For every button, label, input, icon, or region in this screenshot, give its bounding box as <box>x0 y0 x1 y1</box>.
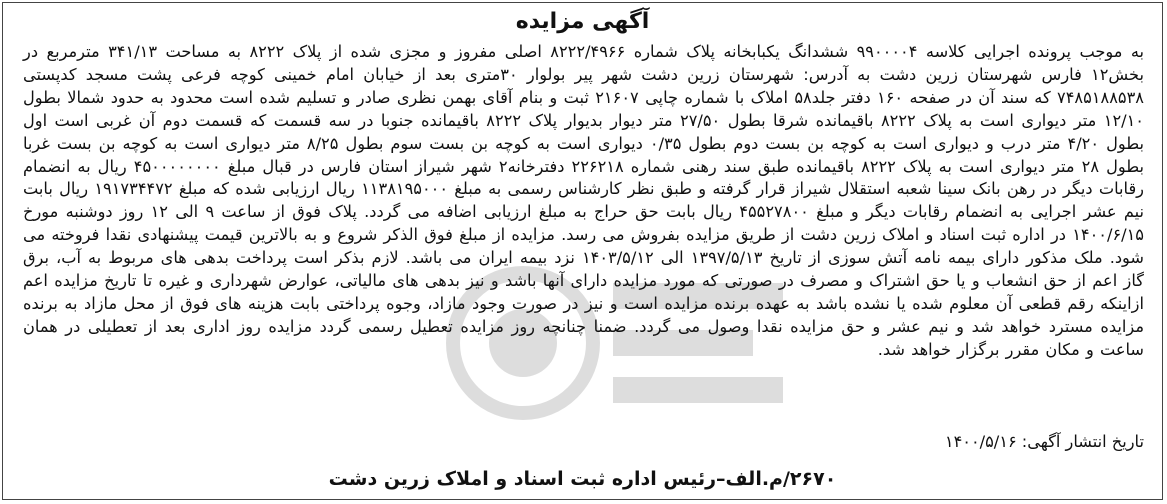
signature-line: ۲۶۷۰/م.الف–رئیس اداره ثبت اسناد و املاک زرین دشت <box>328 468 837 490</box>
notice-frame <box>2 2 1163 500</box>
notice-title: آگهی مزایده <box>515 9 650 34</box>
publication-date: تاریخ انتشار آگهی: ۱۴۰۰/۵/۱۶ <box>944 432 1144 451</box>
notice-body: به موجب پرونده اجرایی کلاسه ۹۹۰۰۰۰۴ ششدانگ یکبابخانه پلاک شماره ۸۲۲۲/۴۹۶۶ اصلی مفروز و مجزی شده از پلاک ۸۲۲۲ به مساحت ۳۴۱/۱۳ مترمربع در بخش۱۲ فارس شهرستان زرین دشت به آدرس: شهرستان زرین دشت شهر پیر بولوار ۳۰متری بعد از خیابان امام خمینی کوچه فرعی پشت مسجد کدپستی ۷۴۸۵۱۸۸۵۳۸ که سند آن در صفحه ۱۶۰ دفتر جلد۵۸ املاک با شماره چاپی ۲۱۶۰۷ ثبت و بنام آقای بهمن نظری صادر و تسلیم شده است محدود به حدود شمالا بطول ۱۲/۱۰ متر دیواری است به پلاک ۸۲۲۲ باقیمانده شرقا بطول ۲۷/۵۰ متر دیوار بدیوار پلاک ۸۲۲۲ باقیمانده جنوبا در سه قسمت که قسمت دوم آن غربی است اول بطول ۴/۲۰ متر درب و دیواری است به کوچه بن بست دوم بطول ۰/۳۵ دیواری است به کوچه بن بست سوم بطول ۸/۲۵ متر دیواری است به کوچه بن بست غربا بطول ۲۸ متر دیواری است به پلاک ۸۲۲۲ باقیمانده طبق سند رهنی شماره ۲۲۶۲۱۸ دفترخانه۲ شهر شیراز استان فارس در قبال مبلغ ۴۵۰۰۰۰۰۰۰۰ ریال به انضمام رقابات دیگر در رهن بانک سینا شعبه استقلال شیراز قرار گرفته و طبق نظر کارشناس رسمی به مبلغ ۱۱۳۸۱۹۵۰۰۰ ریال ارزیابی شده که مبلغ ۱۹۱۷۳۴۴۷۲ ریال بابت نیم عشر اجرایی به انضمام رقابات دیگر و مبلغ ۴۵۵۲۷۸۰۰ ریال بابت حق حراج به مبلغ ارزیابی اضافه می گردد. پلاک فوق از ساعت ۹ الی ۱۲ روز دوشنبه مورخ ۱۴۰۰/۶/۱۵ در اداره ثبت اسناد و املاک زرین دشت از طریق مزایده بفروش می رسد. مزایده از مبلغ فوق الذکر شروع و به بالاترین قیمت پیشنهادی نقدا فروخته می شود. ملک مذکور دارای بیمه نامه آتش سوزی از تاریخ ۱۳۹۷/۵/۱۳ الی ۱۴۰۳/۵/۱۲ نزد بیمه ایران می باشد. لازم بذکر است پرداخت بدهی های مربوط به آب، برق گاز اعم از حق انشعاب و یا حق اشتراک و مصرف در صورتی که مورد مزایده دارای آنها باشد و نیز بدهی های مالیاتی، عوارض شهرداری و غیره تا تاریخ مزایده اعم ازاینکه رقم قطعی آن معلوم شده یا نشده باشد به عهده برنده مزایده است و نیز در صورت وجود مازاد، وجوه پرداختی بابت هزینه های فوق از محل مازاد به برنده مزایده مسترد خواهد شد و نیم عشر و حق مزایده نقدا وصول می گردد. ضمنا چنانچه روز مزایده تعطیل رسمی گردد مزایده روز اداری بعد از تعطیلی در همان ساعت و مکان مقرر برگزار خواهد شد. <box>23 42 1145 359</box>
